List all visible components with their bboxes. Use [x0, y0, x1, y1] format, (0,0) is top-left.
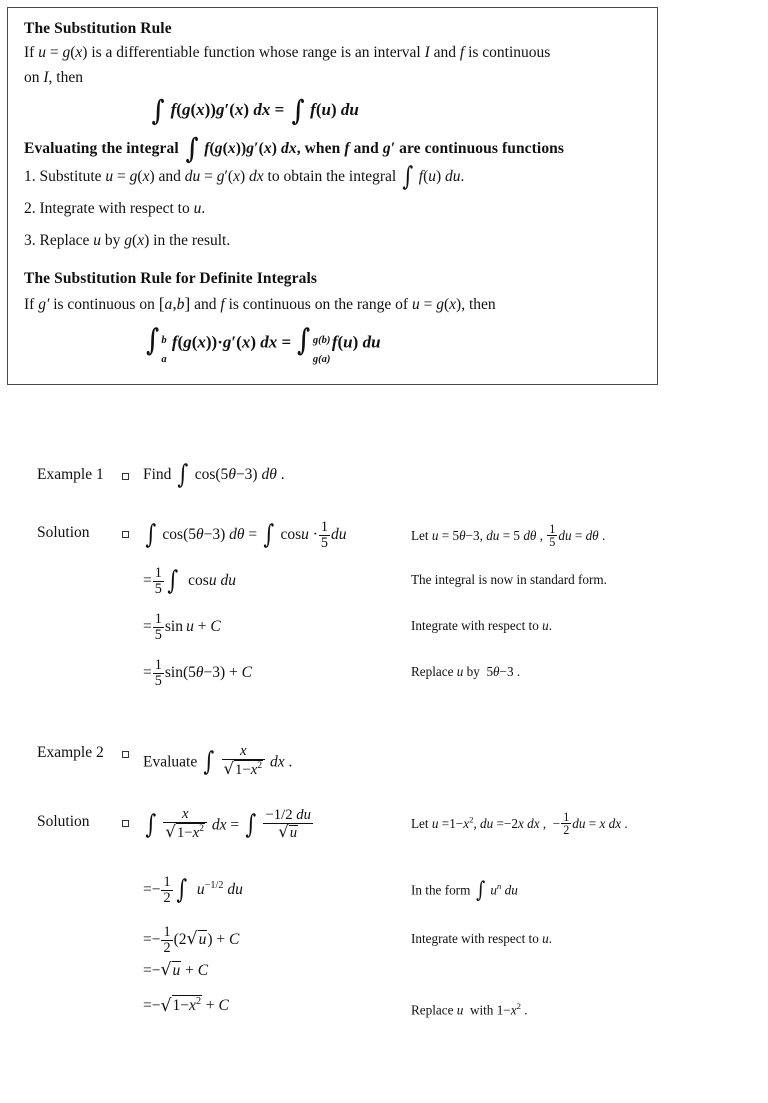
fraction-one-fifth-note: $\frac{1}{5}$ — [549, 522, 556, 550]
var-u: u — [38, 44, 46, 61]
text-on: on — [24, 69, 44, 87]
var-f-def: f — [220, 295, 225, 313]
example-1-label: Example 1 — [37, 466, 104, 483]
eq-sign: = — [45, 44, 63, 61]
evaluating-integral-heading: Evaluating the integral ∫ f(g(x))g′(x) dx, when f and g′ are continuous functions — [24, 132, 565, 166]
var-gprime-def: g′ — [38, 295, 50, 313]
heading-part-a: Evaluating the integral — [24, 140, 183, 158]
var-f-heading: f — [344, 140, 350, 158]
fraction-one-half-note: $\frac{1}{2}$ — [563, 810, 570, 838]
step-number-2: 2. — [24, 200, 36, 218]
procedure-step-1: 1. Substitute u = g(x) and du = g′(x) dx to obtain the integral ∫ f(u) du. — [24, 162, 465, 193]
def-text-a: If — [24, 295, 39, 313]
fraction-minus-half-du-over-sqrt-u: $\frac{-1/2 du}{√u}$ — [265, 806, 311, 842]
fraction-one-half-3: $\frac{1}{2}$ — [163, 924, 171, 956]
step-3-text-c: in the result. — [149, 231, 231, 249]
substitution-rule-box — [7, 7, 658, 385]
lower-limit-ga: g(a) — [312, 354, 331, 366]
example-1-prompt: Find ∫ cos(5θ−3) dθ . — [143, 460, 285, 490]
example-2-step-2-math: =− $\frac{1}{2}$ ∫ $u^{-1/2}$ du — [143, 874, 243, 906]
example-1-header — [0, 460, 768, 492]
def-text-d: is continuous on the range of — [224, 295, 412, 313]
example-1-step-1-note: Let u = 5θ−3, du = 5 dθ , $\frac{1}{5}$ du = dθ . — [411, 522, 606, 550]
definite-rule-statement — [24, 290, 641, 318]
lower-limit-a: a — [161, 354, 167, 366]
example-1-step-2-math: = $\frac{1}{5}$ ∫ cosu du — [143, 565, 236, 597]
def-text-e: , then — [461, 295, 496, 313]
definite-substitution-equation: ∫ b a f(g(x))·g′(x) dx = ∫ g(b) g(a) f(u) du — [24, 332, 641, 355]
definite-integral-icon-2: ∫ g(b) g(a) — [297, 322, 331, 366]
example-1-step-3-math: = $\frac{1}{5}$ sin u + C — [143, 611, 221, 643]
example-2-verb: Evaluate — [143, 753, 198, 771]
text-differentiable: is a differentiable function whose range is an interval — [87, 44, 425, 61]
text-then: , then — [48, 69, 83, 87]
var-g: g — [62, 44, 71, 61]
example-2-step-1-math: ∫ $\frac{x}{√1-x^2}$ dx = ∫ $\frac{-1/2 du}{√u}$ — [145, 806, 311, 842]
example-1-step-1-math: ∫ cos(5θ−3) dθ = ∫ cosu · $\frac{1}{5}$ du — [145, 519, 347, 551]
example-2-solution-label: Solution — [37, 813, 90, 830]
sqrt-u-3: √u — [160, 960, 181, 981]
example-2-block — [0, 743, 768, 779]
example-2-step-1-note: Let $u =1-x^2$, du =−2x dx , − $\frac{1}{2}$ du = x dx . — [411, 810, 628, 838]
step-number-1: 1. — [24, 168, 36, 186]
sqrt-1-minus-x-squared: $√1-x^2$ — [223, 759, 263, 779]
fraction-one-fifth-3: $\frac{1}{5}$ — [154, 611, 162, 643]
upper-limit-b: b — [161, 334, 167, 346]
sqrt-1-minus-x-squared-2: $√1-x^2$ — [165, 822, 205, 842]
step-3-text-a: Replace — [39, 231, 94, 249]
bullet-square-icon-sol1 — [122, 531, 129, 538]
substitution-rule-statement-line1 — [24, 40, 641, 65]
var-I: I — [424, 44, 430, 61]
example-2-step-3-math: =− $\frac{1}{2}$ (2√u) + C — [143, 924, 240, 956]
step-1-text-a: Substitute — [39, 168, 106, 186]
var-x: x — [75, 44, 83, 61]
var-I-2: I — [43, 69, 49, 87]
paren-close: ) — [82, 44, 88, 61]
heading-part-c: and — [349, 140, 383, 158]
example-1-step-3-note: Integrate with respect to u. — [411, 618, 552, 633]
definite-integral-icon: ∫ b a — [146, 322, 167, 366]
example-1-step-4-note: Replace u by 5θ−3 . — [411, 664, 521, 679]
upper-limit-gb: g(b) — [312, 334, 331, 346]
step-number-3: 3. — [24, 231, 36, 249]
step-1-sub2: du = g′(x) dx — [184, 168, 264, 186]
example-2-step-4-math: =−√u + C — [143, 960, 209, 981]
example-1-verb: Find — [143, 466, 172, 483]
sqrt-1-minus-x-squared-3: $√1-x^2$ — [160, 995, 202, 1016]
sqrt-u-2: √u — [186, 929, 207, 950]
fraction-one-half-2: $\frac{1}{2}$ — [163, 874, 171, 906]
bullet-square-icon-2 — [122, 751, 129, 758]
paren-open: ( — [70, 44, 76, 61]
rule-title-definite-integrals: The Substitution Rule for Definite Integrals — [24, 269, 318, 287]
procedure-step-2 — [24, 197, 641, 222]
sqrt-u: √u — [278, 822, 298, 842]
step-2-period: . — [201, 200, 206, 218]
bullet-square-icon-sol2 — [122, 820, 129, 827]
example-2-prompt: Evaluate ∫ $\frac{x}{√1-x^2}$ dx . — [143, 743, 293, 779]
fraction-x-over-sqrt: $\frac{x}{√1-x^2}$ — [222, 744, 266, 778]
text-continuous: is continuous — [464, 44, 551, 61]
example-2-step-5-note: Replace u with $1-x^2$ . — [411, 1001, 528, 1018]
text-if: If — [24, 44, 39, 61]
fraction-x-over-sqrt-2: $\frac{x}{√1-x^2}$ — [163, 807, 207, 841]
procedure-step-3 — [24, 229, 641, 254]
substitution-rule-statement-line2 — [24, 65, 641, 90]
step-2-var-u: u — [193, 200, 202, 218]
step-3-text-b: by — [101, 231, 125, 249]
substitution-rule-equation: ∫ f(g(x))g′(x) dx = ∫ f(u) du — [151, 94, 359, 128]
example-2-header — [0, 743, 768, 779]
heading-part-b: , when — [296, 140, 345, 158]
interval-ab: [a,b] — [158, 293, 191, 313]
def-sub-u: u = g(x) — [411, 295, 462, 313]
def-text-c: and — [190, 295, 221, 313]
fraction-one-fifth: $\frac{1}{5}$ — [320, 519, 329, 551]
text-and: and — [429, 44, 460, 61]
example-2-step-2-note: In the form ∫ $u^n$ du — [411, 878, 518, 904]
example-1-step-2-note: The integral is now in standard form. — [411, 572, 607, 587]
step-2-text-a: Integrate with respect to — [39, 200, 194, 218]
step-3-var-u: u — [93, 231, 102, 249]
example-1-solution-label: Solution — [37, 524, 90, 541]
example-2-step-5-math: $=-√1-x^2 + C$ — [143, 995, 229, 1016]
step-1-text-b: and — [154, 168, 185, 186]
fraction-one-fifth-2: $\frac{1}{5}$ — [154, 565, 162, 597]
fraction-one-fifth-4: $\frac{1}{5}$ — [154, 657, 162, 689]
heading-part-d: are continuous functions — [395, 140, 565, 158]
var-gprime-heading: g′ — [382, 140, 396, 158]
def-text-b: is continuous on — [49, 295, 159, 313]
example-1-block — [0, 460, 768, 492]
example-2-step-3-note: Integrate with respect to u. — [411, 931, 552, 946]
step-3-sub2: g(x) — [124, 231, 150, 249]
bullet-square-icon — [122, 473, 129, 480]
rule-title-substitution: The Substitution Rule — [24, 20, 172, 37]
example-2-label: Example 2 — [37, 744, 104, 761]
step-1-sub1: u = g(x) — [105, 168, 155, 186]
var-f: f — [459, 44, 465, 61]
step-1-text-c: to obtain the integral — [263, 168, 401, 186]
example-1-step-4-math: = $\frac{1}{5}$ sin(5θ−3) + C — [143, 657, 252, 689]
step-1-period: . — [460, 168, 465, 186]
